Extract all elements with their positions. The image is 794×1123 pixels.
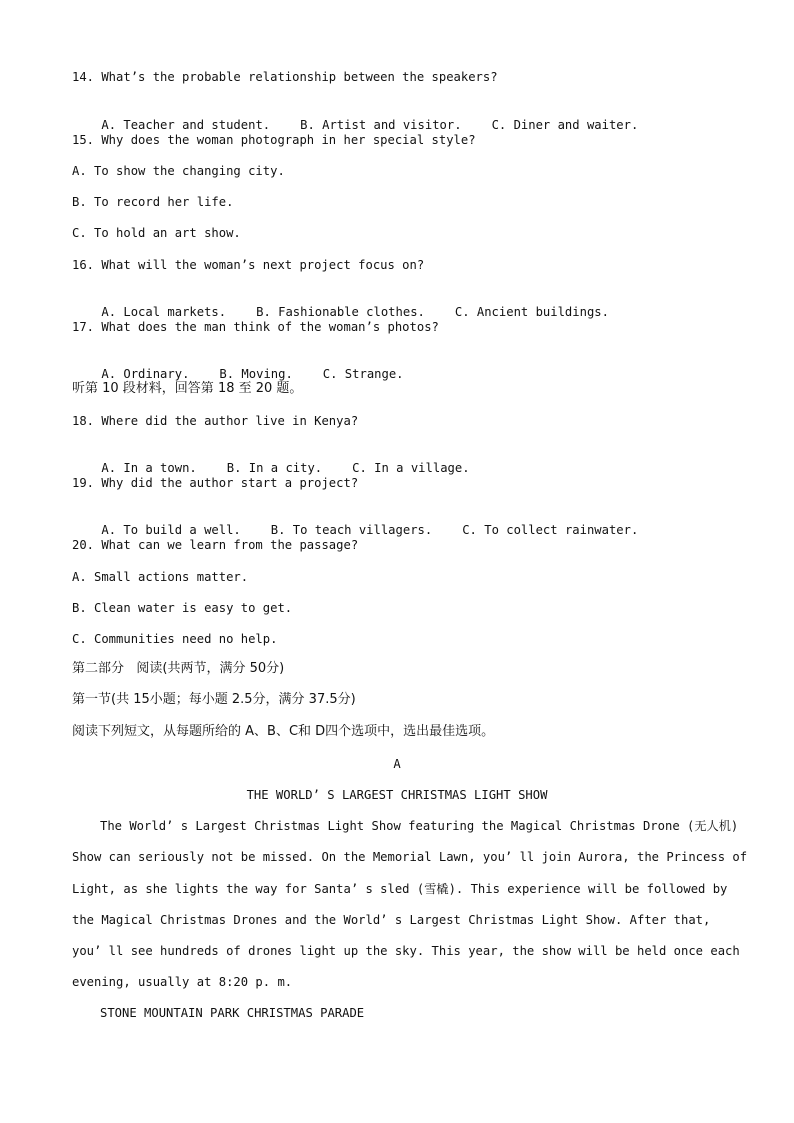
- option-b: B. To record her life.: [72, 195, 234, 209]
- passage-line-2: Show can seriously not be missed. On the Memorial Lawn, you’ ll join Aurora, the Princess of: [72, 850, 748, 864]
- option-b: B. To teach villagers.: [270, 523, 433, 537]
- option-a: A. Teacher and student.: [101, 118, 271, 132]
- passage-title: THE WORLD’ S LARGEST CHRISTMAS LIGHT SHOW: [246, 788, 548, 802]
- question-16: 16. What will the woman’s next project focus on?: [72, 258, 425, 272]
- option-c: C. Strange.: [322, 367, 404, 381]
- option-c: C. Ancient buildings.: [454, 305, 609, 319]
- section1-heading: 第一节(共 15小题；每小题 2.5分，满分 37.5分): [72, 692, 356, 707]
- passage-subheading: STONE MOUNTAIN PARK CHRISTMAS PARADE: [100, 1006, 365, 1020]
- option-b: B. Artist and visitor.: [300, 118, 462, 132]
- question-15: 15. Why does the woman photograph in her special style?: [72, 133, 476, 147]
- option-a: A. Small actions matter.: [72, 570, 249, 584]
- question-18: 18. Where did the author live in Kenya?: [72, 414, 359, 428]
- option-c: C. To collect rainwater.: [462, 523, 639, 537]
- option-a: A. Ordinary.: [101, 367, 190, 381]
- passage-line-6: evening, usually at 8:20 p. m.: [72, 975, 293, 989]
- question-14: 14. What’s the probable relationship between the speakers?: [72, 70, 498, 84]
- passage-letter: A: [393, 757, 401, 771]
- option-b: B. In a city.: [226, 461, 323, 475]
- option-a: A. To show the changing city.: [72, 164, 285, 178]
- passage-line-1: The World’ s Largest Christmas Light Show featuring the Magical Christmas Drone (无人机): [100, 819, 739, 833]
- part2-heading: 第二部分 阅读(共两节，满分 50分): [72, 661, 285, 676]
- option-a: A. In a town.: [101, 461, 197, 475]
- option-c: C. Communities need no help.: [72, 632, 278, 646]
- option-c: C. In a village.: [352, 461, 470, 475]
- option-b: B. Clean water is easy to get.: [72, 601, 293, 615]
- section-note: 听第 10 段材料，回答第 18 至 20 题。: [72, 381, 303, 396]
- option-b: B. Fashionable clothes.: [256, 305, 425, 319]
- passage-line-5: you’ ll see hundreds of drones light up the sky. This year, the show will be held once each: [72, 944, 740, 958]
- question-20: 20. What can we learn from the passage?: [72, 538, 359, 552]
- option-a: A. To build a well.: [101, 523, 241, 537]
- passage-line-4: the Magical Christmas Drones and the World’ s Largest Christmas Light Show. After that,: [72, 913, 711, 927]
- passage-line-3: Light, as she lights the way for Santa’ s sled (雪橇). This experience will be followed by: [72, 882, 728, 896]
- question-17: 17. What does the man think of the woman’s photos?: [72, 320, 439, 334]
- option-c: C. To hold an art show.: [72, 226, 241, 240]
- question-19: 19. Why did the author start a project?: [72, 476, 359, 490]
- option-b: B. Moving.: [219, 367, 293, 381]
- option-c: C. Diner and waiter.: [491, 118, 639, 132]
- reading-instruction: 阅读下列短文，从每题所给的 A、B、C和 D四个选项中，选出最佳选项。: [72, 724, 495, 739]
- option-a: A. Local markets.: [101, 305, 227, 319]
